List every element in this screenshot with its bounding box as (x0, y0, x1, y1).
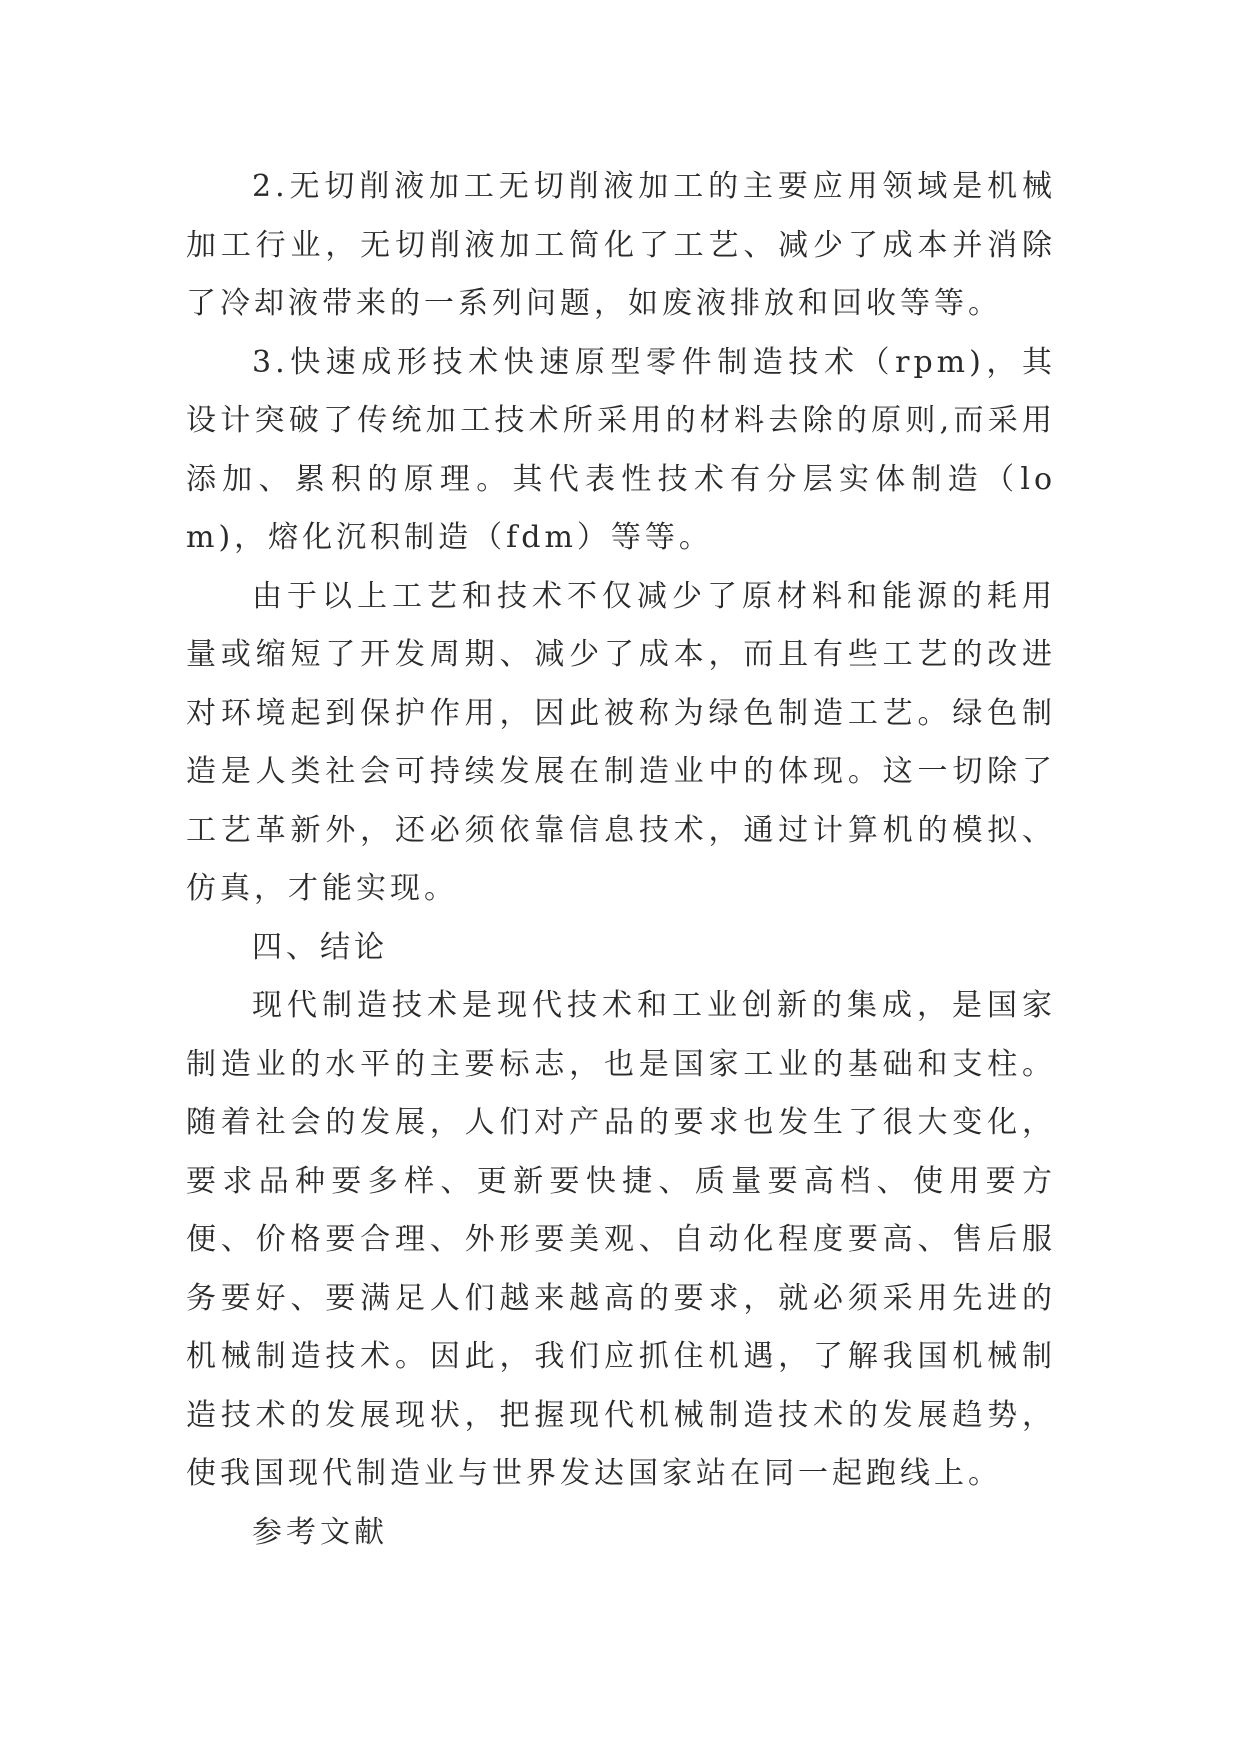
heading-conclusion: 四、结论 (252, 929, 388, 965)
paragraph-conclusion: 现代制造技术是现代技术和工业创新的集成，是国家制造业的水平的主要标志，也是国家工业的基础和支柱。随着社会的发展，人们对产品的要求也发生了很大变化，要求品种要多样、更新要快捷、质量要高档、使用要方便、价格要合理、外形要美观、自动化程度要高、售后服务要好、要满足人们越来越高的要求，就必须采用先进的机械制造技术。因此，我们应抓住机遇，了解我国机械制造技术的发展现状，把握现代机械制造技术的发展趋势，使我国现代制造业与世界发达国家站在同一起跑线上。 (186, 988, 1056, 1491)
document-body (186, 158, 1056, 1562)
paragraph-rapid-prototyping: 3.快速成形技术快速原型零件制造技术（rpm)，其设计突破了传统加工技术所采用的材料去除的原则,而采用添加、累积的原理。其代表性技术有分层实体制造（lom)，熔化沉积制造（fdm）等等。 (186, 344, 1056, 555)
paragraph-dry-machining: 2.无切削液加工无切削液加工的主要应用领域是机械加工行业，无切削液加工简化了工艺、减少了成本并消除了冷却液带来的一系列问题，如废液排放和回收等等。 (186, 169, 1056, 321)
heading-references: 参考文献 (252, 1514, 388, 1550)
paragraph-green-manufacturing: 由于以上工艺和技术不仅减少了原材料和能源的耗用量或缩短了开发周期、减少了成本，而且有些工艺的改进对环境起到保护作用，因此被称为绿色制造工艺。绿色制造是人类社会可持续发展在制造业中的体现。这一切除了工艺革新外，还必须依靠信息技术，通过计算机的模拟、仿真，才能实现。 (186, 578, 1056, 906)
